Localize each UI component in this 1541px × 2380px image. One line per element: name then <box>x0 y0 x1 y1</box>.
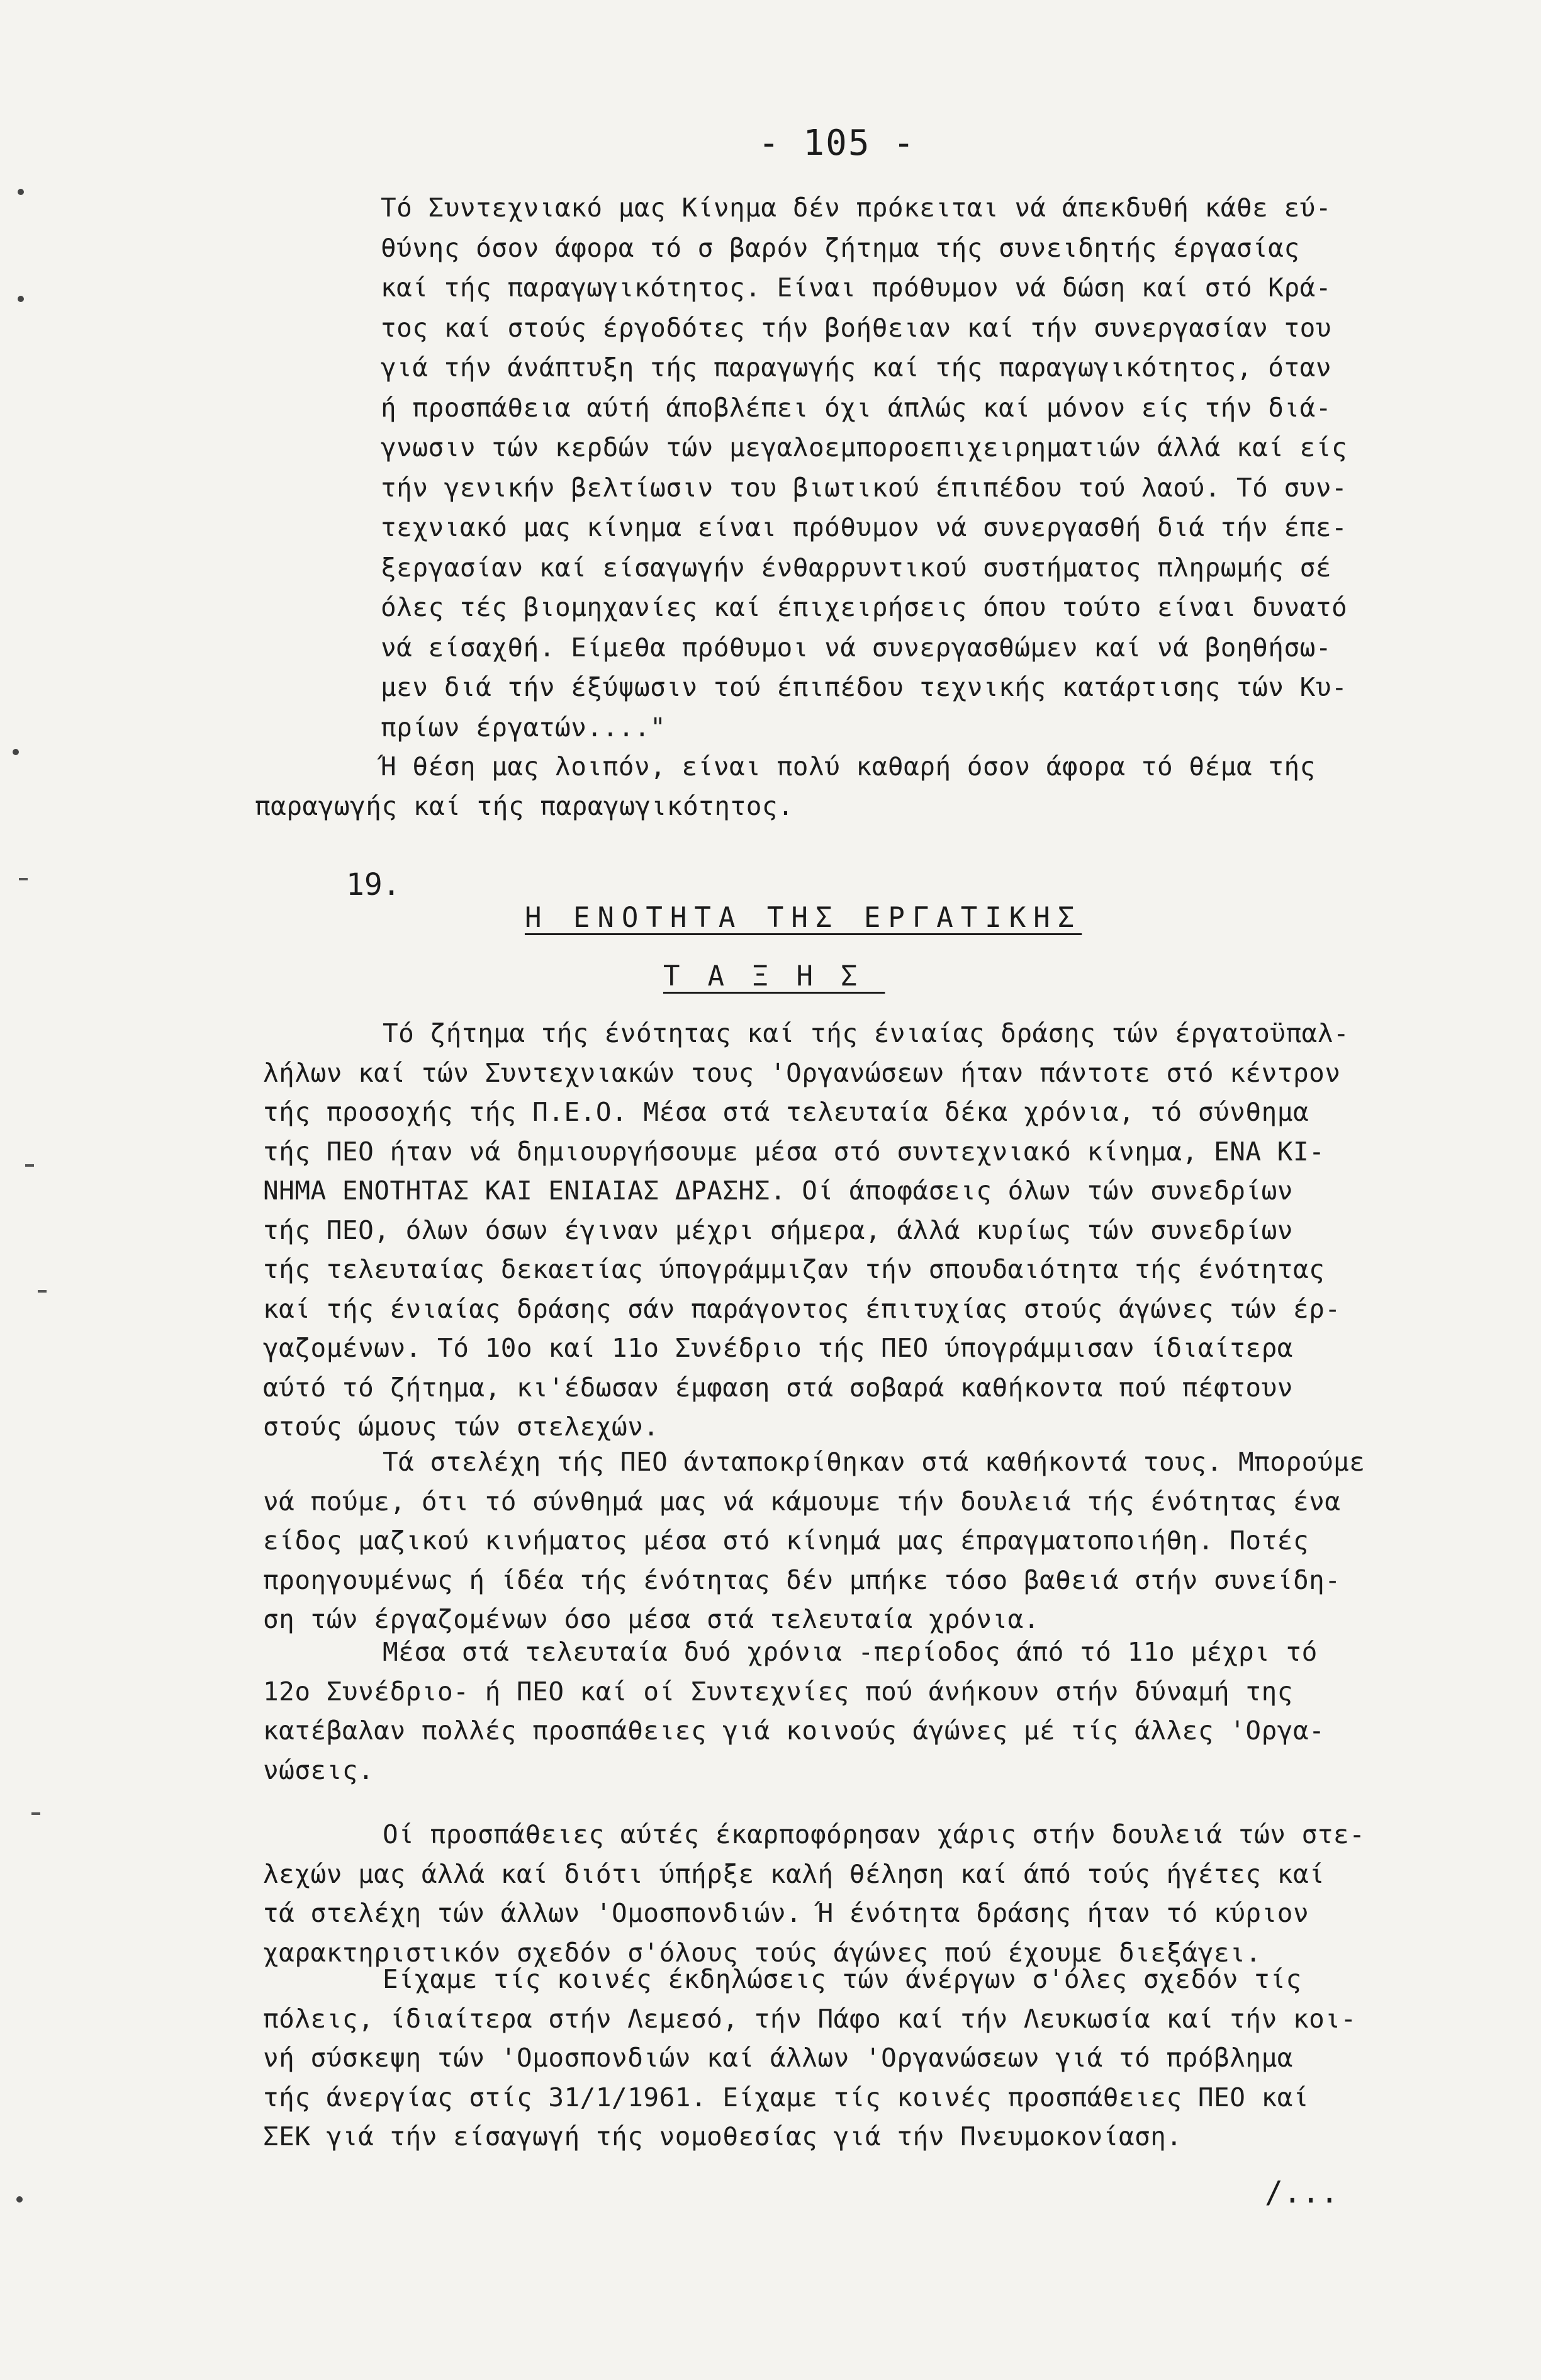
paragraph-line: 12ο Συνέδριο- ή ΠΕΟ καί οί Συντεχνίες πού άνήκουν στήν δύναμή της <box>263 1676 1293 1707</box>
margin-mark <box>16 2196 23 2203</box>
margin-mark <box>13 749 19 755</box>
paragraph-line: χαρακτηριστικόν σχεδόν σ'όλους τούς άγώνες πού έχουμε διεξάγει. <box>263 1937 1262 1968</box>
paragraph-line: Τό ζήτημα τής ένότητας καί τής ένιαίας δράσης τών έργατοϋπαλ- <box>383 1018 1350 1048</box>
paragraph-line: τά στελέχη τών άλλων 'Ομοσπονδιών. Ή ένότητα δράσης ήταν τό κύριον <box>263 1898 1309 1928</box>
paragraph-line: τής άνεργίας στίς 31/1/1961. Είχαμε τίς κοινές προσπάθειες ΠΕΟ καί <box>263 2082 1309 2113</box>
quote-line: τος καί στούς έργοδότες τήν βοήθειαν καί τήν συνεργασίαν του <box>381 312 1332 343</box>
paragraph-line: Είχαμε τίς κοινές έκδηλώσεις τών άνέργων σ'όλες σχεδόν τίς <box>383 1964 1302 1994</box>
quote-line: γνωσιν τών κερδών τών μεγαλοεμποροεπιχειρηματιών άλλά καί είς <box>381 432 1348 463</box>
quote-line: γιά τήν άνάπτυξη τής παραγωγής καί τής παραγωγικότητος, όταν <box>381 352 1332 383</box>
paragraph-line: πόλεις, ίδιαίτερα στήν Λεμεσό, τήν Πάφο καί τήν Λευκωσία καί τήν κοι- <box>263 2003 1357 2034</box>
paragraph-line: τής προσοχής τής Π.Ε.Ο. Μέσα στά τελευταία δέκα χρόνια, τό σύνθημα <box>263 1097 1309 1127</box>
paragraph-line: στούς ώμους τών στελεχών. <box>263 1412 659 1442</box>
quote-line: πρίων έργατών...." <box>381 712 666 743</box>
paragraph-line: αύτό τό ζήτημα, κι'έδωσαν έμφαση στά σοβαρά καθήκοντα πού πέφτουν <box>263 1372 1293 1403</box>
paragraph-line: νά πούμε, ότι τό σύνθημά μας νά κάμουμε τήν δουλειά τής ένότητας ένα <box>263 1486 1341 1517</box>
intro-line: Ή θέση μας λοιπόν, είναι πολύ καθαρή όσον άφορα τό θέμα τής <box>381 751 1316 782</box>
paragraph-line: ΣΕΚ γιά τήν είσαγωγή τής νομοθεσίας γιά τήν Πνευμοκονίαση. <box>263 2121 1182 2152</box>
quote-line: ξεργασίαν καί είσαγωγήν ένθαρρυντικού συστήματος πληρωμής σέ <box>381 552 1332 583</box>
quote-line: τεχνιακό μας κίνημα είναι πρόθυμον νά συνεργασθή διά τήν έπε- <box>381 512 1348 542</box>
paragraph-line: τής ΠΕΟ, όλων όσων έγιναν μέχρι σήμερα, άλλά κυρίως τών συνεδρίων <box>263 1215 1293 1245</box>
quote-line: Tó Συντεχνιακό μας Κίνημα δέν πρόκειται νά άπεκδυθή κάθε εύ- <box>381 193 1332 223</box>
quote-line: τήν γενικήν βελτίωσιν του βιωτικού έπιπέδου τού λαού. Τό συν- <box>381 472 1348 503</box>
continuation-mark: /... <box>1265 2175 1339 2210</box>
section-number: 19. <box>346 867 401 902</box>
section-title-line-2 <box>566 928 885 1024</box>
paragraph-line: Μέσα στά τελευταία δυό χρόνια -περίοδος άπό τό 11ο μέχρι τό <box>383 1637 1318 1667</box>
section-title-text-2: ΤΑΞΗΣ <box>663 960 885 992</box>
intro-line: παραγωγής καί τής παραγωγικότητος. <box>255 791 794 821</box>
paragraph-line: κατέβαλαν πολλές προσπάθειες γιά κοινούς άγώνες μέ τίς άλλες 'Οργα- <box>263 1715 1325 1746</box>
paragraph-line: ση τών έργαζομένων όσο μέσα στά τελευταία χρόνια. <box>263 1604 1040 1634</box>
paragraph-line: νή σύσκεψη τών 'Ομοσπονδιών καί άλλων 'Οργανώσεων γιά τό πρόβλημα <box>263 2043 1293 2073</box>
quote-line: μεν διά τήν έξύψωσιν τού έπιπέδου τεχνικής κατάρτισης τών Κυ- <box>381 672 1348 702</box>
paragraph-line: λήλων καί τών Συντεχνιακών τους 'Οργανώσεων ήταν πάντοτε στό κέντρον <box>263 1057 1341 1088</box>
quote-line: ή προσπάθεια αύτή άποβλέπει όχι άπλώς καί μόνον είς τήν διά- <box>381 392 1332 423</box>
margin-mark <box>18 296 24 302</box>
paragraph-line: τής τελευταίας δεκαετίας ύπογράμμιζαν τήν σπουδαιότητα τής ένότητας <box>263 1254 1325 1284</box>
paragraph-line: είδος μαζικού κινήματος μέσα στό κίνημά μας έπραγματοποιήθη. Ποτές <box>263 1525 1309 1556</box>
margin-mark <box>31 1812 40 1815</box>
quote-line: όλες τές βιομηχανίες καί έπιχειρήσεις όπου τούτο είναι δυνατό <box>381 592 1348 622</box>
quote-line: θύνης όσον άφορα τό σ βαρόν ζήτημα τής συνειδητής έργασίας <box>381 232 1300 263</box>
page-number: - 105 - <box>758 123 916 164</box>
paragraph-line: τής ΠΕΟ ήταν νά δημιουργήσουμε μέσα στό συντεχνιακό κίνημα, ΕΝΑ ΚΙ- <box>263 1136 1325 1167</box>
paragraph-line: Οί προσπάθειες αύτές έκαρποφόρησαν χάρις στήν δουλειά τών στε- <box>383 1819 1365 1850</box>
paragraph-line: γαζομένων. Τό 10ο καί 11ο Συνέδριο τής ΠΕΟ ύπογράμμισαν ίδιαίτερα <box>263 1333 1293 1363</box>
paragraph-line: ΝΗΜΑ ΕΝΟΤΗΤΑΣ ΚΑΙ ΕΝΙΑΙΑΣ ΔΡΑΣΗΣ. Οί άποφάσεις όλων τών συνεδρίων <box>263 1176 1293 1206</box>
margin-mark <box>19 878 28 880</box>
margin-mark <box>25 1164 34 1167</box>
margin-mark <box>38 1290 47 1293</box>
paragraph-line: καί τής ένιαίας δράσης σάν παράγοντος έπιτυχίας στούς άγώνες τών έρ- <box>263 1293 1341 1324</box>
quote-line: καί τής παραγωγικότητος. Είναι πρόθυμον νά δώση καί στό Κρά- <box>381 272 1332 303</box>
paragraph-line: προηγουμένως ή ίδέα τής ένότητας δέν μπήκε τόσο βαθειά στήν συνείδη- <box>263 1564 1341 1595</box>
paragraph-line: λεχών μας άλλά καί διότι ύπήρξε καλή θέληση καί άπό τούς ήγέτες καί <box>263 1858 1325 1889</box>
section-title-text-1: Η ΕΝΟΤΗΤΑ ΤΗΣ ΕΡΓΑΤΙΚΗΣ <box>524 902 1082 934</box>
paragraph-line: νώσεις. <box>263 1754 374 1785</box>
paragraph-line: Τά στελέχη τής ΠΕΟ άνταποκρίθηκαν στά καθήκοντά τους. Μπορούμε <box>383 1447 1365 1477</box>
margin-mark <box>18 189 24 195</box>
quote-line: νά είσαχθή. Είμεθα πρόθυμοι νά συνεργασθώμεν καί νά βοηθήσω- <box>381 632 1332 663</box>
